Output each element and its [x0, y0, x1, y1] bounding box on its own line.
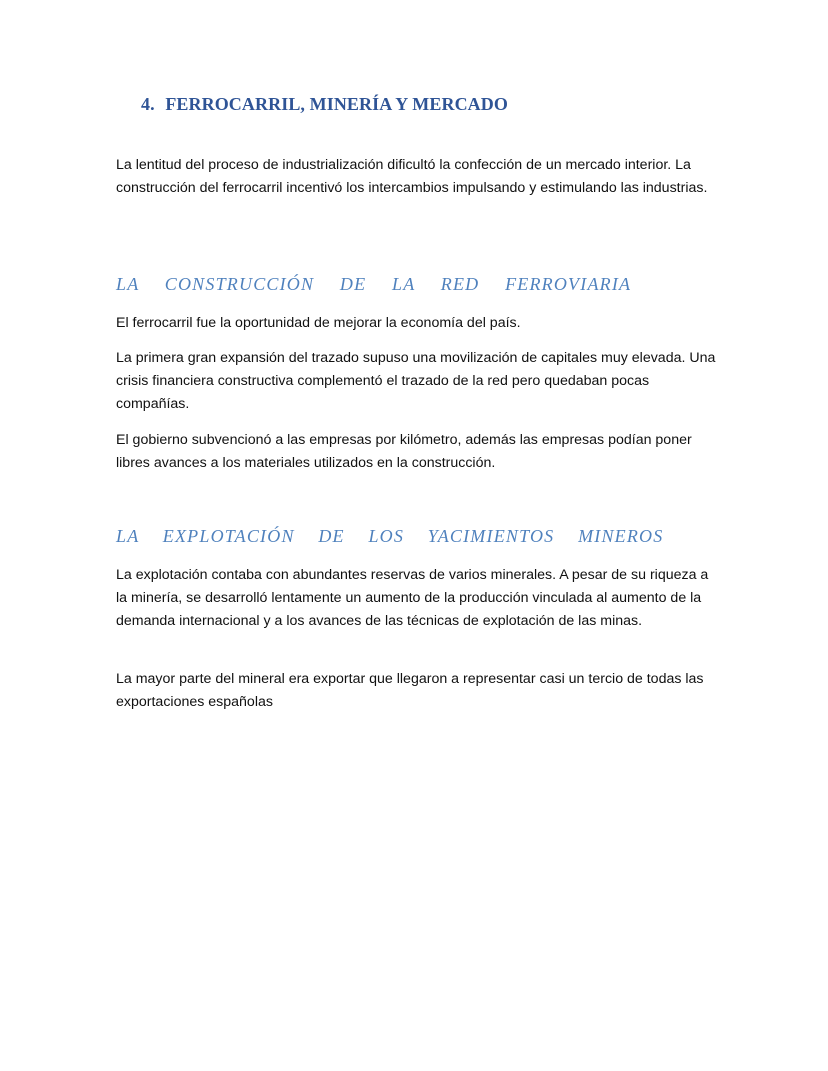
mining-paragraph-1-block: [116, 564, 716, 633]
chapter-title-text: FERROCARRIL, MINERÍA Y MERCADO: [165, 94, 508, 114]
mining-paragraph-1: La explotación contaba con abundantes reservas de varios minerales. A pesar de su riqueza a la minería, se desarrolló lentamente un aumento de la producción vinculada al aumento de la demanda internacional y a los avances de las técnicas de explotación de las minas.: [116, 567, 709, 629]
mining-paragraph-2: La mayor parte del mineral era exportar que llegaron a representar casi un tercio de todas las exportaciones españolas: [116, 671, 704, 710]
railway-paragraph-2: La primera gran expansión del trazado supuso una movilización de capitales muy elevada. Una crisis financiera constructiva complementó el trazado de la red pero quedaban pocas compañías.: [116, 350, 716, 412]
mining-paragraph-2-block: [116, 668, 716, 714]
intro-block: [116, 154, 716, 200]
railway-paragraph-3: El gobierno subvencionó a las empresas por kilómetro, además las empresas podían poner libres avances a los materiales utilizados en la construcción.: [116, 432, 692, 471]
railway-paragraph-2-block: [116, 347, 716, 416]
chapter-number: 4.: [141, 94, 155, 114]
railway-paragraph-3-block: [116, 429, 716, 475]
chapter-title: [141, 94, 508, 115]
section-railway: [116, 272, 716, 296]
section-mining: [116, 524, 716, 548]
railway-paragraph-1: El ferrocarril fue la oportunidad de mejorar la economía del país.: [116, 315, 521, 331]
section-heading-railway: LA CONSTRUCCIÓN DE LA RED FERROVIARIA: [116, 274, 632, 294]
intro-paragraph: La lentitud del proceso de industrialización dificultó la confección de un mercado interior. La construcción del ferrocarril incentivó los intercambios impulsando y estimulando las industrias.: [116, 157, 708, 196]
railway-paragraph-1-block: [116, 312, 716, 335]
section-heading-mining: LA EXPLOTACIÓN DE LOS YACIMIENTOS MINEROS: [116, 526, 664, 546]
